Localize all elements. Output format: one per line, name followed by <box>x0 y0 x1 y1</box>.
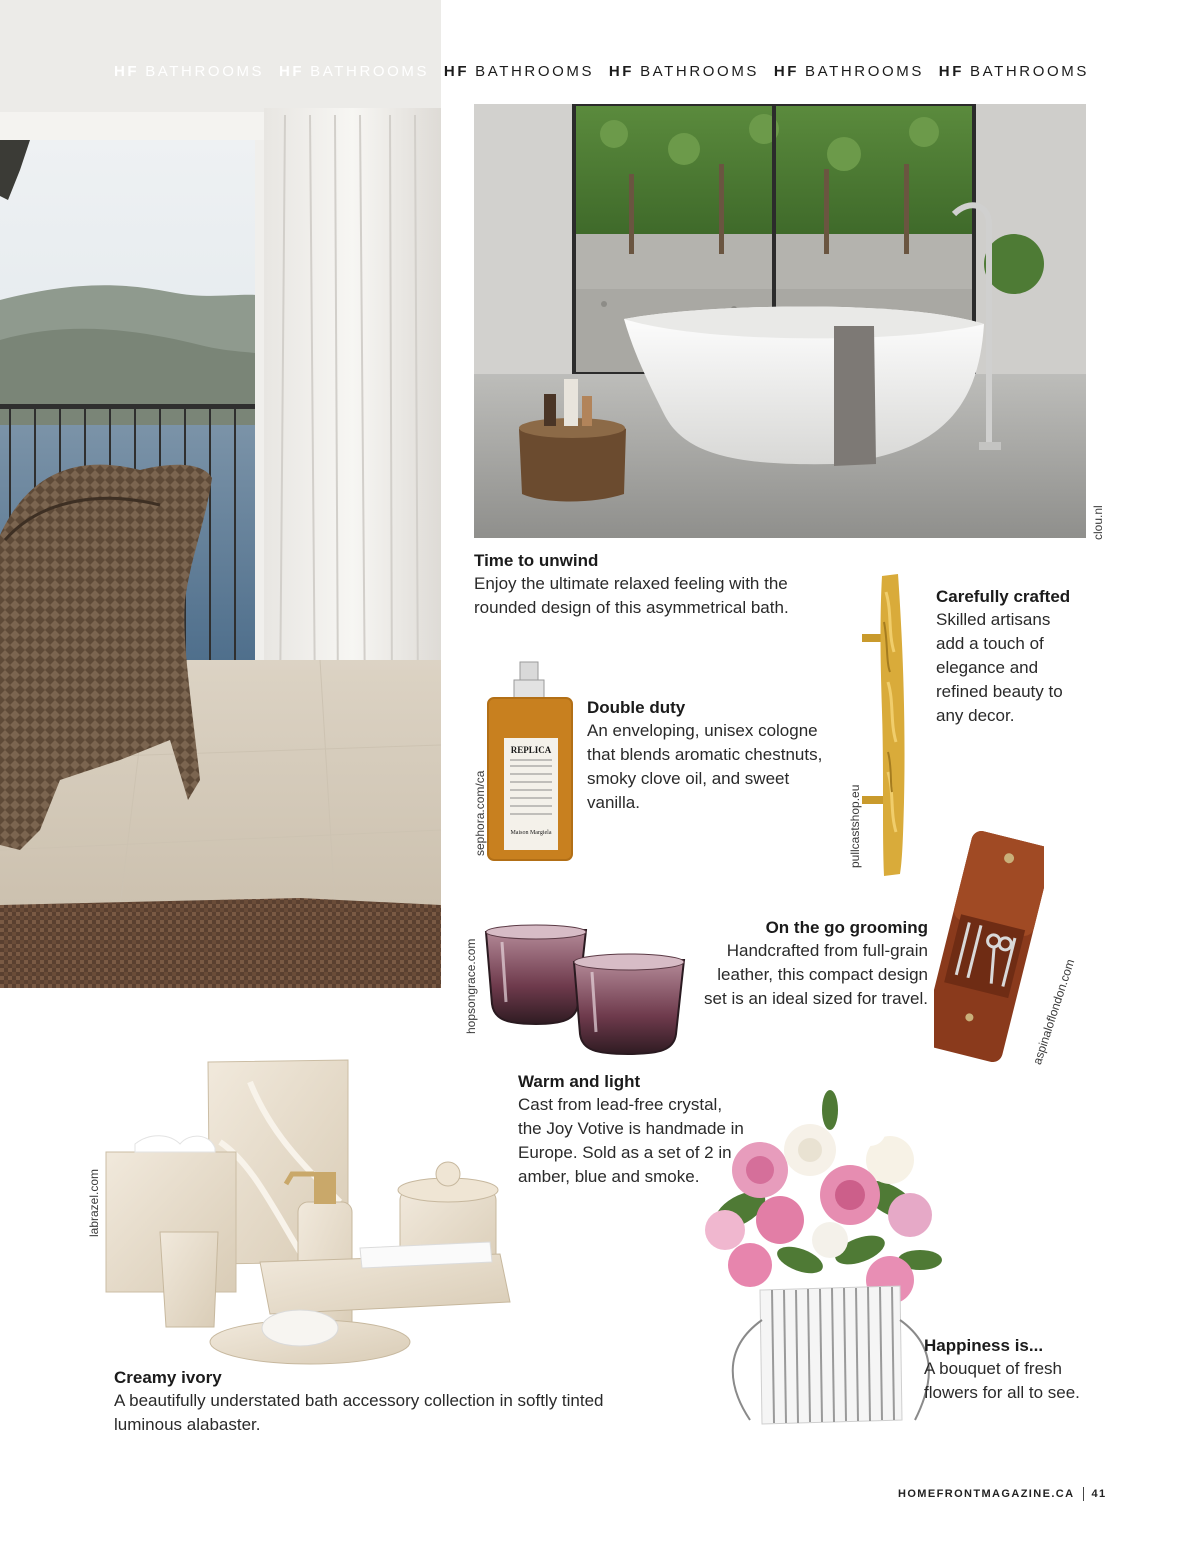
flowers-title: Happiness is... <box>924 1336 1044 1355</box>
bottle-brand: Maison Margiela <box>510 830 552 836</box>
votive-title: Warm and light <box>518 1072 641 1091</box>
ivory-title: Creamy ivory <box>114 1368 222 1387</box>
bath-caption <box>474 549 834 620</box>
votive-credit: hopsongrace.com <box>464 938 478 1034</box>
cologne-credit: sephora.com/ca <box>473 770 487 856</box>
votive-body: Cast from lead-free crystal, the Joy Votive is handmade in Europe. Sold as a set of 2 in amber, blue and smoke. <box>518 1095 744 1186</box>
alabaster-set-image <box>100 1052 600 1370</box>
header-segment: HF BATHROOMS <box>773 63 924 80</box>
balcony-scene <box>0 0 441 988</box>
bath-title: Time to unwind <box>474 551 599 570</box>
page-number: 41 <box>1091 1487 1107 1500</box>
running-header <box>114 63 1094 80</box>
cologne-caption <box>587 696 827 815</box>
cologne-body: An enveloping, unisex cologne that blends aromatic chestnuts, smoky clove oil, and sweet vanilla. <box>587 721 823 812</box>
bathtub-scene <box>474 104 1086 538</box>
cologne-title: Double duty <box>587 698 686 717</box>
ivory-credit: labrazel.com <box>87 1168 101 1237</box>
bath-body: Enjoy the ultimate relaxed feeling with the rounded design of this asymmetrical bath. <box>474 574 789 617</box>
footer-site: HOMEFRONTMAGAZINE.CA <box>898 1487 1075 1500</box>
bath-credit: clou.nl <box>1091 505 1105 540</box>
handle-body: Skilled artisans add a touch of elegance and refined beauty to any decor. <box>936 610 1063 725</box>
header-segment: HF BATHROOMS <box>938 63 1089 80</box>
grooming-body: Handcrafted from full-grain leather, this compact design set is an ideal sized for travel. <box>704 941 928 1008</box>
brass-handle-image <box>858 572 928 877</box>
grooming-credit: aspinaloflondon.com <box>1030 957 1078 1067</box>
handle-caption <box>936 585 1076 728</box>
grooming-caption <box>700 916 928 1011</box>
handle-title: Carefully crafted <box>936 587 1071 606</box>
flowers-caption <box>924 1334 1094 1405</box>
bottle-label: REPLICA <box>510 745 552 755</box>
votive-glasses-image <box>482 922 690 1056</box>
handle-credit: pullcastshop.eu <box>848 784 862 868</box>
header-segment: HF BATHROOMS <box>608 63 760 80</box>
cologne-bottle-image <box>484 660 576 864</box>
ivory-body: A beautifully understated bath accessory collection in softly tinted luminous alabaster. <box>114 1391 604 1434</box>
flowers-body: A bouquet of fresh flowers for all to see. <box>924 1359 1080 1402</box>
balcony-photo <box>0 0 441 988</box>
page-footer <box>898 1487 1107 1501</box>
bathtub-photo <box>474 104 1086 538</box>
grooming-title: On the go grooming <box>765 918 928 937</box>
ivory-caption <box>114 1366 614 1437</box>
header-segment: HF BATHROOMS <box>443 63 595 80</box>
leather-kit-image <box>934 822 1044 1072</box>
header-segment: HF BATHROOMS <box>278 63 430 80</box>
header-segment: HF BATHROOMS <box>114 63 265 80</box>
footer-divider <box>1083 1487 1084 1501</box>
